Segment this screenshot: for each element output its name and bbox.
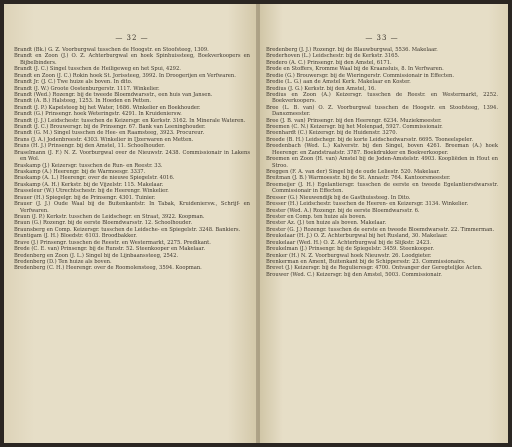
directory-entry: Braun (G.) Rozengr. bij de eerste Bloemdwarsstr. 12. Schoolhouder. — [14, 220, 192, 227]
directory-entry: Brandt (A. B.) Halsteeg, 1253. In Hoeden en Petten. — [14, 98, 152, 105]
right-page — [258, 4, 508, 443]
directory-entry: Bredenberg (D.) Ten huize als boven. — [14, 258, 112, 265]
directory-entry: Brester Az. (J.) ten huize als boven. Makelaar. — [266, 220, 387, 227]
directory-entry: Brandt en Zoon (J. C.) Rokin hoek St. Jorissteeg, 3992. In Droogerijen en Verfwaren. — [14, 72, 236, 79]
directory-entry: Bredero (A. C.) Prinsengr. bij den Amstel, 6171. — [266, 59, 392, 66]
directory-entry: Bredius (J. G.) Kerkstr. bij den Amstel, 16. — [266, 85, 376, 92]
directory-entry: Brandt (G.) Prinsengr. hoek Weteringstr. 4291. In Kruideniersw. — [14, 111, 182, 118]
directory-entry: Braselmann (J. F.) N. Z. Voorburgwal over de Nieuwstr. 2438. Commissionair in Lakens en Wol. — [14, 149, 250, 163]
open-book — [4, 4, 508, 443]
directory-entry: Brandt (J. P.) Kapelsteeg bij het Water, 1686. Winkelier en Boekhouder. — [14, 104, 201, 111]
directory-entry: Brester (G. J.) Rozengr. tusschen de eerste en tweede Bloemdwarsstr. 22. Timmerman. — [266, 226, 495, 233]
directory-entry: Brandt (J. C.) Brouwersgr. bij de Prinsengr. 67. Bank van Leeninghouder. — [14, 124, 206, 131]
directory-entry: Breedenbach (Wed. L.) Kalverstr. bij den Singel, boven 4261. Breeman (A.) hoek Heerengr. en Zandstraatstr. 3787. Boekdrukker en Boekverkooper. — [266, 143, 498, 156]
directory-entry: Braskamp (A. H.) Kerkstr. bij de Vijzelstr. 115. Makelaar. — [14, 181, 164, 188]
directory-entry: Brantigam (J. H.) Bloedstr. 6103. Broodbakker. — [14, 233, 137, 240]
directory-entry: Bredenberg (J. J.) Rozengr. bij de Blauwburgwal, 5536. Makelaar. — [266, 47, 438, 53]
directory-entry: Bredius en Zoon (A.) Keizersgr. tusschen de Reestr. en Westermarkt, 2252. Boekverkoopers. — [266, 91, 498, 105]
directory-entry: Brenkerman en Ament, Buitenkant bij de Schippersstr. 23. Commissionairs. — [266, 258, 466, 265]
directory-entry: Brandt (Bk.) G. Z. Voorburgwal tusschen de Hoogstr. en Stoofsteeg, 1309. — [14, 47, 209, 53]
directory-entry: Brandt (Wed.) Rozengr. bij de tweede Bloemdwarsstr., een huis van Jansen. — [14, 91, 213, 98]
directory-entry: Brauer (J. J.) Oude Waal bij de Buitenkantstr. In Tabak, Kruideniersw., Schrijf- en Verfwaren. — [14, 201, 250, 214]
directory-entry: Brans (J. A.) Jodenbreestr. 4303. Winkelier in IJzerwaren en Metten. — [14, 136, 194, 143]
directory-entry: Breukelaar (Wed. H.) O. Z. Achterburgwal bij de Slijkstr. 2423. — [266, 239, 432, 246]
directory-entry: Breukelaar (H. J.) O. Z. Achterburgwal bij het Rusland, 30. Makelaar. — [266, 233, 448, 240]
directory-entry: Brester (Wed. A.) Rozengr. bij de eerste Bloemdwarsstr. 6. — [266, 207, 420, 214]
directory-entry: Brandt (J. W.) Groote Oostenburgerstr. 1117. Winkelier. — [14, 85, 160, 92]
directory-entry: Brandt en Zoon (J.) O. Z. Achterburgwal en hoek Spinhuissteeg, Boekverkoopers en Bijbelbinders. — [14, 53, 250, 66]
left-page — [4, 4, 258, 443]
directory-entry: Breenhardt (C.) Keizersgr. bij de Huidenstr. 3270. — [266, 130, 398, 137]
directory-entry: Braunsberg en Comp. Keizersgr. tusschen de Leidsche- en Spiegelstr. 3248. Bankiers. — [14, 226, 241, 233]
directory-entry: Breggen (F. A. van der) Singel bij de oude Leliestr. 520. Makelaar. — [266, 169, 440, 176]
directory-entry: Breemen (C. N.) Keizersgr. bij het Molenpad, 5927. Commissionair. — [266, 124, 443, 131]
directory-entry: Braun (J. P.) Kerkstr. tusschen de Leidschegr. en Straat, 3922. Koopman. — [14, 213, 205, 220]
directory-entry: Brans (H. J.) Prinsengr. bij den Amstel, 11. Schoolhouder. — [14, 143, 165, 150]
directory-entry: Bredie (L. G.) aan de Amstel Kerk. Makelaar en Koster. — [266, 79, 411, 86]
directory-entry: Brandt (G. M.) Singel tusschen de Hee- en Raamsteeg, 3923. Procureur. — [14, 130, 205, 137]
directory-entry: Bredie (G.) Brouwersgr. bij de Wieringerstr. Commissionair in Effecten. — [266, 72, 455, 79]
directory-entry: Breemeijer (J. H.) Egelantiersgr. tusschen de eerste en tweede Egelantiersdwarsstr. Commissionair in Effecten. — [266, 181, 498, 195]
directory-entry: Brauer (H.) Spiegelgr. bij de Prinsengr. 4301. Tuinier. — [14, 194, 156, 201]
gutter-shadow — [258, 4, 260, 443]
directory-entry: Brandt (J. C.) Singel tusschen de Heiligeweg en het Spui, 4292. — [14, 66, 181, 73]
directory-entry: Bree (J. B. van) Prinsengr. bij den Heerengr. 6234. Muziekmeester. — [266, 117, 442, 124]
directory-entry: Brandt Jr. (J. C.) Twe huize als boven. In dito. — [14, 79, 133, 86]
directory-entry: Brouwer (Wed. C.) Keizersgr. bij den Amstel, 5003. Commissionair. — [266, 271, 442, 278]
directory-entry: Brandt (J. J.) Leidschestr. tusschen de Keizersgr. en Kerkstr. 3162. In Minerale Wateren. — [14, 117, 246, 124]
directory-entry: Brester en Comp. ten huize als boven. — [266, 213, 367, 220]
directory-entry: Breemen en Zoon (H. van) Amstel bij de Joden-Amstelstr. 4903. Koopliëden in Hout en Stroo. — [266, 156, 498, 169]
directory-entry: Brederhoven (L.) Leidschestr. bij de Kerkstr. 3165. — [266, 53, 400, 60]
directory-entry: Braskamp (J.) Keizersgr. tusschen de Run- en Reestr. 33. — [14, 162, 163, 169]
directory-entry: Breukelman (J.) Prinsengr. bij de Spiegelstr. 3459. Steenkooper. — [266, 246, 435, 253]
directory-entry: Brede (C. E. van) Prinsengr. bij de Runstr. 52. Steenkooper en Makelaar. — [14, 246, 206, 253]
directory-entry: Brevet (J.) Keizersgr. bij de Regulieresgr. 4700. Ontvanger der Geregtelijke Acten. — [266, 265, 483, 272]
directory-entry: Breitman (J. B.) Warmoesstr. bij de St. Annastr. 764. Kantoorsmeester. — [266, 175, 451, 182]
directory-entry: Brede en Stoffers, Kromme Waal bij de Kraansluis, 8. In Verfwaren. — [266, 66, 444, 73]
directory-entry: Bresser (G.) Nieuwendijk bij de Gasthuissteeg. In Dito. — [266, 194, 411, 201]
directory-list — [14, 47, 250, 272]
directory-entry: Braskamp (A. L.) Heerengr. over de nieuwe Spiegelstr. 4016. — [14, 175, 175, 182]
directory-entry: Brenker (H.) N. Z. Voorburgwal hoek Nieuwstr. 26. Loodgieter. — [266, 252, 432, 259]
directory-list — [266, 47, 498, 278]
directory-entry: Bresser (H.) Leidschestr. tusschen de Heeren- en Keizersgr. 3134. Winkelier. — [266, 201, 469, 208]
page-number: — 32 — — [115, 34, 149, 42]
directory-entry: Breede (B. H.) Leidschegr. bij de korte Leidschedwarsstr. 6695. Tooneelspeler. — [266, 136, 473, 143]
directory-entry: Bredenberg en Zoon (J. L.) Singel bij de Lijnbaanssteeg, 2542. — [14, 252, 179, 259]
page-number: — 33 — — [365, 34, 399, 42]
directory-entry: Brave (J.) Prinsengr. tusschen de Reestr. en Westermarkt, 2275. Predikant. — [14, 239, 211, 246]
directory-entry: Brasseleur (W.) Utrechtschestr. bij de Heerengr. Winkelier. — [14, 188, 169, 195]
directory-entry: Bredenberg (C. H.) Heerengr. over de Roomolensteeg, 3594. Koopman. — [14, 265, 202, 272]
directory-entry: Braskamp (A.) Heerengr. bij de Warmoesgr. 3337. — [14, 169, 146, 176]
directory-entry: Bree (L. B. van) O. Z. Voorburgwal tusschen de Hoogstr. en Stoofsteeg, 1394. Danszmeester. — [266, 104, 498, 118]
